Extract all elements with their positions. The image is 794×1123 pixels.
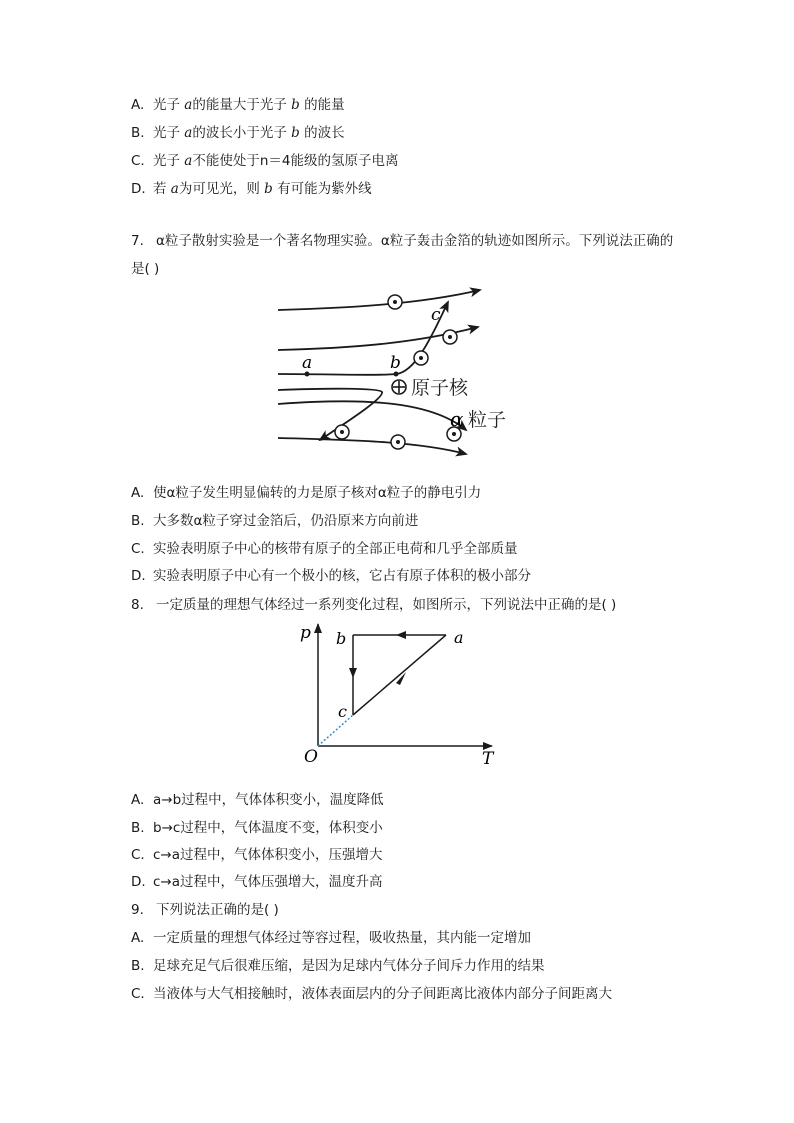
particle-path-1	[278, 290, 480, 310]
state-c-label: c	[338, 702, 347, 721]
state-b-label: b	[336, 629, 347, 648]
q8-number: 8.	[131, 597, 144, 613]
q7-option-d: D. 实验表明原子中心有一个极小的核，它占有原子体积的极小部分	[131, 568, 531, 584]
alpha-symbol: α	[450, 407, 464, 431]
process-c-a	[353, 635, 446, 715]
origin-label: O	[304, 747, 318, 767]
label-a: a	[302, 353, 313, 373]
q8-option-a: A. a→b过程中，气体体积变小，温度降低	[131, 792, 384, 808]
particle-path-backscatter	[278, 389, 382, 440]
q7-number: 7.	[131, 233, 144, 249]
particle-path-bottom	[278, 438, 466, 454]
q8-stem: 一定质量的理想气体经过一系列变化过程，如图所示，下列说法中正确的是( )	[156, 597, 617, 613]
q9-option-b: B. 足球充足气后很难压缩，是因为足球内气体分子间斥力作用的结果	[131, 958, 545, 974]
p-t-diagram	[296, 618, 506, 768]
particle-path-lower	[278, 401, 466, 430]
label-b: b	[390, 353, 401, 373]
alpha-particle-icon	[388, 295, 402, 309]
p-axis-label: p	[300, 623, 311, 643]
q6-option-c: C. 光子 a不能使处于n＝4能级的氢原子电离	[131, 153, 399, 169]
alpha-particle-icon	[391, 435, 405, 449]
q9-option-a: A. 一定质量的理想气体经过等容过程，吸收热量，其内能一定增加	[131, 930, 531, 946]
q7-option-a: A. 使α粒子发生明显偏转的力是原子核对α粒子的静电引力	[131, 485, 482, 501]
alpha-particle-icon	[414, 351, 428, 365]
arrow-b-c	[349, 668, 357, 678]
q7-stem-line2: 是( )	[131, 261, 160, 277]
alpha-label: 粒子	[468, 409, 507, 431]
arrow-a-b	[396, 631, 406, 639]
state-a-label: a	[454, 628, 464, 647]
q6-option-a: A. 光子 a的能量大于光子 b 的能量	[131, 97, 345, 113]
q7-option-b: B. 大多数α粒子穿过金箔后，仍沿原来方向前进	[131, 513, 419, 529]
alpha-particle-icon	[443, 330, 457, 344]
q9-stem: 下列说法正确的是( )	[156, 902, 279, 918]
dotted-extension	[318, 715, 353, 746]
alpha-scattering-figure	[270, 280, 530, 465]
q8-option-c: C. c→a过程中，气体体积变小，压强增大	[131, 847, 383, 863]
nucleus-label: 原子核	[411, 377, 469, 399]
q7-option-c: C. 实验表明原子中心的核带有原子的全部正电荷和几乎全部质量	[131, 541, 518, 557]
label-c: c	[431, 305, 441, 325]
q6-option-d: D. 若 a为可见光，则 b 有可能为紫外线	[131, 181, 372, 197]
alpha-particle-icon	[335, 425, 349, 439]
t-axis-label: T	[482, 749, 494, 768]
q6-option-b: B. 光子 a的波长小于光子 b 的波长	[131, 125, 345, 141]
q9-option-c: C. 当液体与大气相接触时，液体表面层内的分子间距离比液体内部分子间距离大	[131, 986, 612, 1002]
nucleus-plus-icon	[392, 380, 406, 394]
q8-option-b: B. b→c过程中，气体温度不变，体积变小	[131, 820, 383, 836]
q9-number: 9.	[131, 902, 144, 918]
q7-stem-line1: α粒子散射实验是一个著名物理实验。α粒子轰击金箔的轨迹如图所示。下列说法正确的	[156, 233, 674, 249]
q8-option-d: D. c→a过程中，气体压强增大，温度升高	[131, 874, 383, 890]
